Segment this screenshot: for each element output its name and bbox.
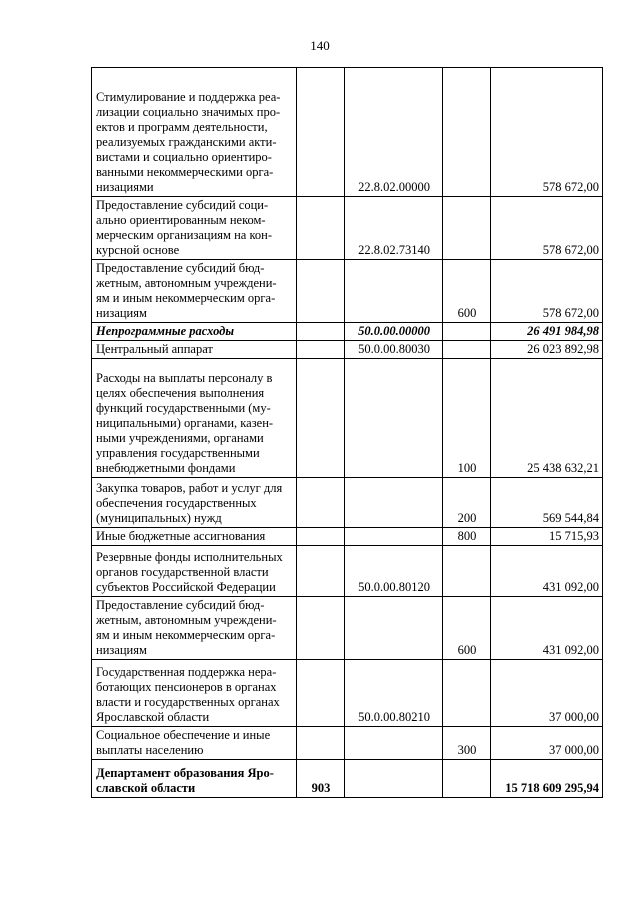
row-name-line: Предоставление субсидий бюд- bbox=[96, 598, 265, 612]
row-expense-type-cell: 200 bbox=[443, 478, 491, 528]
row-target-code-cell bbox=[345, 528, 443, 546]
row-name-line: Предоставление субсидий бюд- bbox=[96, 261, 265, 275]
row-department-cell bbox=[297, 478, 345, 528]
row-target-code-cell bbox=[345, 260, 443, 323]
row-name-line: органов государственной власти bbox=[96, 565, 269, 579]
row-name-line: (муниципальных) нужд bbox=[96, 511, 222, 525]
row-amount-cell: 25 438 632,21 bbox=[491, 359, 603, 478]
row-expense-type-cell bbox=[443, 341, 491, 359]
row-department-cell bbox=[297, 597, 345, 660]
row-name-line: ными учреждениями, органами bbox=[96, 431, 264, 445]
row-target-code-cell bbox=[345, 727, 443, 760]
row-name-line: Центральный аппарат bbox=[96, 342, 213, 356]
row-department-cell bbox=[297, 197, 345, 260]
row-expense-type-cell: 100 bbox=[443, 359, 491, 478]
row-name-line: внебюджетными фондами bbox=[96, 461, 236, 475]
table-row bbox=[92, 359, 603, 478]
row-target-code-cell: 50.0.00.80210 bbox=[345, 660, 443, 727]
row-amount-cell: 37 000,00 bbox=[491, 660, 603, 727]
row-name-line: низациям bbox=[96, 643, 147, 657]
row-name-line: жетным, автономным учреждени- bbox=[96, 276, 277, 290]
table-row bbox=[92, 546, 603, 597]
row-expense-type-cell bbox=[443, 760, 491, 798]
row-name-line: лизации социально значимых про- bbox=[96, 105, 281, 119]
row-name-cell bbox=[92, 323, 297, 341]
row-name-cell bbox=[92, 341, 297, 359]
row-expense-type-cell: 300 bbox=[443, 727, 491, 760]
row-amount-cell: 578 672,00 bbox=[491, 68, 603, 197]
row-name-line: мерческим организациям на кон- bbox=[96, 228, 272, 242]
row-department-cell bbox=[297, 546, 345, 597]
row-name-line: Закупка товаров, работ и услуг для bbox=[96, 481, 283, 495]
row-name-line: славской области bbox=[96, 781, 196, 795]
row-name-line: Стимулирование и поддержка реа- bbox=[96, 90, 281, 104]
row-expense-type-cell bbox=[443, 197, 491, 260]
row-department-cell bbox=[297, 68, 345, 197]
row-target-code-cell bbox=[345, 478, 443, 528]
table-row bbox=[92, 68, 603, 197]
table-row bbox=[92, 323, 603, 341]
row-name-line: ванными некоммерческими орга- bbox=[96, 165, 274, 179]
row-name-cell bbox=[92, 478, 297, 528]
row-name-cell bbox=[92, 528, 297, 546]
table-row bbox=[92, 727, 603, 760]
row-name-line: Департамент образования Яро- bbox=[96, 766, 274, 780]
row-department-cell bbox=[297, 528, 345, 546]
table-row bbox=[92, 760, 603, 798]
row-expense-type-cell: 600 bbox=[443, 260, 491, 323]
row-name-line: Социальное обеспечение и иные bbox=[96, 728, 271, 742]
row-target-code-cell bbox=[345, 597, 443, 660]
page-number: 140 bbox=[310, 38, 330, 53]
row-name-line: Ярославской области bbox=[96, 710, 210, 724]
row-expense-type-cell bbox=[443, 660, 491, 727]
row-name-line: Государственная поддержка нера- bbox=[96, 665, 277, 679]
budget-table-body bbox=[92, 68, 603, 798]
row-name-cell bbox=[92, 760, 297, 798]
row-name-cell bbox=[92, 359, 297, 478]
row-target-code-cell: 50.0.00.80120 bbox=[345, 546, 443, 597]
row-department-cell bbox=[297, 359, 345, 478]
row-amount-cell: 15 718 609 295,94 bbox=[491, 760, 603, 798]
row-target-code-cell: 22.8.02.73140 bbox=[345, 197, 443, 260]
row-name-line: ально ориентированным неком- bbox=[96, 213, 266, 227]
row-name-cell bbox=[92, 197, 297, 260]
row-target-code-cell bbox=[345, 760, 443, 798]
row-name-line: ботающих пенсионеров в органах bbox=[96, 680, 277, 694]
row-department-cell bbox=[297, 260, 345, 323]
row-name-line: выплаты населению bbox=[96, 743, 204, 757]
table-row bbox=[92, 197, 603, 260]
table-row bbox=[92, 260, 603, 323]
row-name-line: Непрограммные расходы bbox=[96, 324, 235, 338]
row-name-line: низациям bbox=[96, 306, 147, 320]
row-name-cell bbox=[92, 68, 297, 197]
row-name-line: ниципальными) органами, казен- bbox=[96, 416, 274, 430]
row-name-line: ектов и программ деятельности, bbox=[96, 120, 268, 134]
row-amount-cell: 431 092,00 bbox=[491, 546, 603, 597]
budget-table bbox=[91, 67, 603, 798]
table-row bbox=[92, 478, 603, 528]
row-expense-type-cell: 800 bbox=[443, 528, 491, 546]
row-expense-type-cell bbox=[443, 546, 491, 597]
row-name-line: власти и государственных органах bbox=[96, 695, 280, 709]
row-name-line: Иные бюджетные ассигнования bbox=[96, 529, 266, 543]
row-department-cell bbox=[297, 323, 345, 341]
row-name-cell bbox=[92, 597, 297, 660]
row-expense-type-cell bbox=[443, 68, 491, 197]
row-name-line: ям и иным некоммерческим орга- bbox=[96, 628, 276, 642]
row-target-code-cell: 50.0.00.00000 bbox=[345, 323, 443, 341]
row-name-line: целях обеспечения выполнения bbox=[96, 386, 265, 400]
row-amount-cell: 578 672,00 bbox=[491, 260, 603, 323]
table-row bbox=[92, 528, 603, 546]
row-target-code-cell: 22.8.02.00000 bbox=[345, 68, 443, 197]
row-department-cell: 903 bbox=[297, 760, 345, 798]
row-amount-cell: 15 715,93 bbox=[491, 528, 603, 546]
row-expense-type-cell: 600 bbox=[443, 597, 491, 660]
row-name-line: обеспечения государственных bbox=[96, 496, 257, 510]
row-department-cell bbox=[297, 341, 345, 359]
row-name-line: курсной основе bbox=[96, 243, 180, 257]
row-target-code-cell: 50.0.00.80030 bbox=[345, 341, 443, 359]
row-name-cell bbox=[92, 260, 297, 323]
row-amount-cell: 26 023 892,98 bbox=[491, 341, 603, 359]
row-target-code-cell bbox=[345, 359, 443, 478]
row-name-line: субъектов Российской Федерации bbox=[96, 580, 276, 594]
row-name-line: вистами и социально ориентиро- bbox=[96, 150, 272, 164]
table-row bbox=[92, 597, 603, 660]
row-amount-cell: 431 092,00 bbox=[491, 597, 603, 660]
row-name-line: ям и иным некоммерческим орга- bbox=[96, 291, 276, 305]
row-name-cell bbox=[92, 727, 297, 760]
row-expense-type-cell bbox=[443, 323, 491, 341]
row-name-line: жетным, автономным учреждени- bbox=[96, 613, 277, 627]
row-name-cell bbox=[92, 546, 297, 597]
row-amount-cell: 578 672,00 bbox=[491, 197, 603, 260]
row-name-line: Расходы на выплаты персоналу в bbox=[96, 371, 273, 385]
row-name-line: низациями bbox=[96, 180, 154, 194]
row-name-line: реализуемых гражданскими акти- bbox=[96, 135, 277, 149]
row-department-cell bbox=[297, 727, 345, 760]
row-name-line: Резервные фонды исполнительных bbox=[96, 550, 283, 564]
row-amount-cell: 37 000,00 bbox=[491, 727, 603, 760]
row-amount-cell: 26 491 984,98 bbox=[491, 323, 603, 341]
table-row bbox=[92, 660, 603, 727]
row-name-line: управления государственными bbox=[96, 446, 260, 460]
row-name-line: функций государственными (му- bbox=[96, 401, 271, 415]
row-department-cell bbox=[297, 660, 345, 727]
row-name-cell bbox=[92, 660, 297, 727]
row-name-line: Предоставление субсидий соци- bbox=[96, 198, 269, 212]
row-amount-cell: 569 544,84 bbox=[491, 478, 603, 528]
table-row bbox=[92, 341, 603, 359]
